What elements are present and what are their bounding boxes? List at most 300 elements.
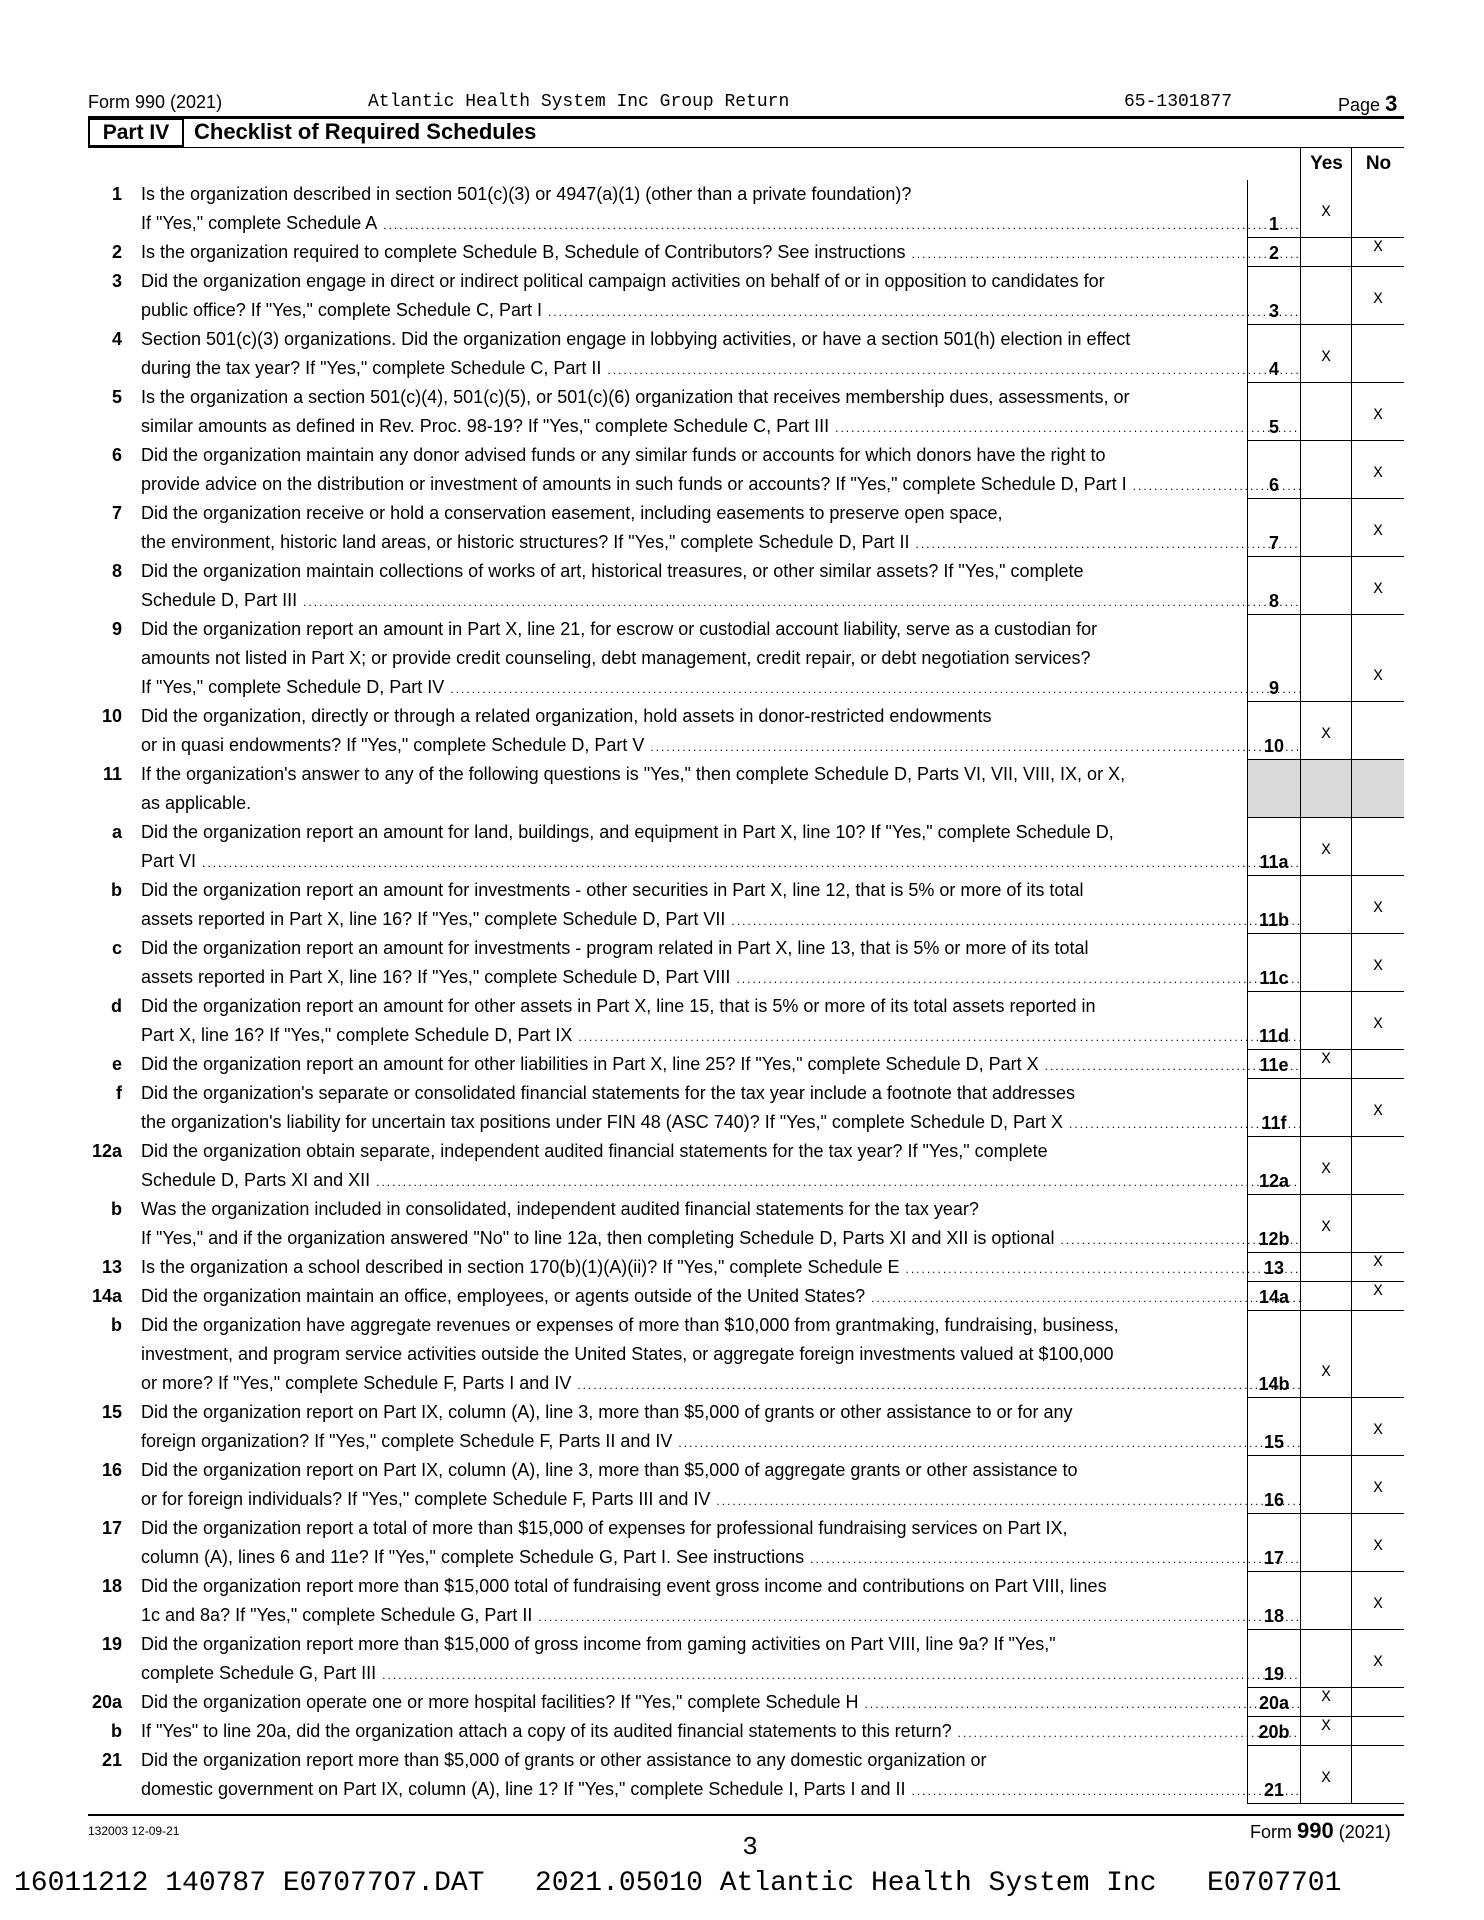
row-question xyxy=(141,1195,1306,1255)
no-answer-cell[interactable] xyxy=(1351,1253,1404,1282)
row-number: e xyxy=(111,1054,122,1074)
question-text: If "Yes," and if the organization answered "No" to line 12a, then completing Schedule D, Parts XI and XII is optional xyxy=(141,1228,1055,1248)
checklist-row xyxy=(88,1717,1404,1746)
line-reference: 2 xyxy=(1268,243,1279,263)
no-answer-cell[interactable] xyxy=(1351,557,1404,615)
yes-answer-cell[interactable] xyxy=(1300,1398,1351,1456)
line-reference-cell xyxy=(1247,267,1300,325)
line-reference-cell xyxy=(1247,1137,1300,1195)
line-reference: 11f xyxy=(1261,1113,1287,1133)
line-reference: 11b xyxy=(1258,910,1290,930)
question-text: If "Yes" to line 20a, did the organization attach a copy of its audited financial statements to this return? xyxy=(141,1721,952,1741)
question-text: Did the organization, directly or through a related organization, hold assets in donor-restricted endowments xyxy=(141,706,992,726)
no-answer-cell[interactable] xyxy=(1351,934,1404,992)
yes-answer-cell[interactable] xyxy=(1300,1514,1351,1572)
line-reference: 14b xyxy=(1258,1374,1290,1394)
yes-mark: X xyxy=(1321,1160,1331,1178)
yes-mark: X xyxy=(1321,1050,1331,1068)
line-reference-cell xyxy=(1247,1688,1300,1717)
line-reference: 11c xyxy=(1259,968,1289,988)
question-text: during the tax year? If "Yes," complete Schedule C, Part II xyxy=(141,358,602,378)
leader-dots xyxy=(382,1659,1300,1690)
line-reference-cell xyxy=(1247,876,1300,934)
no-answer-cell[interactable] xyxy=(1351,1572,1404,1630)
checklist-row xyxy=(88,992,1404,1050)
line-reference: 7 xyxy=(1268,533,1279,553)
question-text: Did the organization report a total of more than $15,000 of expenses for professional fundraising services on Part IX, xyxy=(141,1518,1068,1538)
footer-form-year: (2021) xyxy=(1338,1822,1391,1842)
question-text: provide advice on the distribution or investment of amounts in such funds or accounts? If "Yes," complete Schedule D, Part I xyxy=(141,474,1127,494)
leader-dots xyxy=(736,963,1300,994)
checklist-row xyxy=(88,1398,1404,1456)
yes-mark: X xyxy=(1321,1769,1331,1787)
question-text: Part X, line 16? If "Yes," complete Schedule D, Part IX xyxy=(141,1025,573,1045)
title-rule xyxy=(88,147,1404,148)
checklist-row xyxy=(88,1311,1404,1398)
row-question xyxy=(141,992,1306,1052)
line-reference: 1 xyxy=(1268,214,1279,234)
row-number: 15 xyxy=(101,1402,122,1422)
question-text: If "Yes," complete Schedule D, Part IV xyxy=(141,677,445,697)
yes-answer-cell[interactable] xyxy=(1300,441,1351,499)
row-number: 9 xyxy=(111,619,122,639)
no-answer-cell[interactable] xyxy=(1351,499,1404,557)
question-text: Did the organization operate one or more hospital facilities? If "Yes," complete Schedule H xyxy=(141,1692,859,1712)
checklist-row xyxy=(88,1282,1404,1311)
question-text: Is the organization described in section 501(c)(3) or 4947(a)(1) (other than a private foundation)? xyxy=(141,184,912,204)
no-answer-cell[interactable] xyxy=(1351,1630,1404,1688)
line-reference: 17 xyxy=(1263,1548,1285,1568)
yes-answer-cell[interactable] xyxy=(1300,1717,1351,1746)
leader-dots xyxy=(578,1021,1300,1052)
checklist-row xyxy=(88,1746,1404,1804)
leader-dots xyxy=(871,1282,1300,1313)
yes-mark: X xyxy=(1321,725,1331,743)
line-reference-cell xyxy=(1247,383,1300,441)
row-number: b xyxy=(111,1199,122,1219)
line-reference-cell xyxy=(1247,1746,1300,1804)
row-number: b xyxy=(111,1315,122,1335)
row-question xyxy=(141,615,1306,704)
no-answer-cell[interactable] xyxy=(1351,1398,1404,1456)
page-number: 3 xyxy=(1385,91,1398,116)
no-answer-cell[interactable] xyxy=(1351,1311,1404,1398)
checklist-row xyxy=(88,1253,1404,1282)
line-reference-cell xyxy=(1247,1079,1300,1137)
row-number: 16 xyxy=(101,1460,122,1480)
no-answer-cell[interactable] xyxy=(1351,992,1404,1050)
yes-answer-cell[interactable] xyxy=(1300,1572,1351,1630)
row-question xyxy=(141,876,1306,936)
leader-dots xyxy=(731,905,1300,936)
row-question xyxy=(141,1050,1306,1081)
yes-answer-cell[interactable] xyxy=(1300,1311,1351,1398)
question-text: similar amounts as defined in Rev. Proc. 98-19? If "Yes," complete Schedule C, Part III xyxy=(141,416,830,436)
row-question xyxy=(141,1398,1306,1458)
page-label: Page xyxy=(1338,95,1381,115)
leader-dots xyxy=(911,238,1300,269)
row-number: a xyxy=(111,822,122,842)
line-reference-cell xyxy=(1247,1630,1300,1688)
row-number: 2 xyxy=(111,242,122,262)
question-text: Did the organization obtain separate, independent audited financial statements for the tax year? If "Yes," complete xyxy=(141,1141,1048,1161)
question-text: Did the organization report an amount for other liabilities in Part X, line 25? If "Yes," complete Schedule D, Part X xyxy=(141,1054,1039,1074)
line-reference: 11e xyxy=(1259,1055,1289,1075)
no-mark: X xyxy=(1373,667,1383,685)
question-text: Is the organization a section 501(c)(4), 501(c)(5), or 501(c)(6) organization that receives membership dues, assessments, or xyxy=(141,387,1130,407)
yes-answer-cell[interactable] xyxy=(1300,1195,1351,1253)
row-question xyxy=(141,934,1306,994)
checklist-row xyxy=(88,1688,1404,1717)
row-question xyxy=(141,1572,1306,1632)
question-text: column (A), lines 6 and 11e? If "Yes," complete Schedule G, Part I. See instructions xyxy=(141,1547,805,1567)
organization-name: Atlantic Health System Inc Group Return xyxy=(368,92,790,112)
no-mark: X xyxy=(1373,1282,1383,1300)
leader-dots xyxy=(577,1369,1300,1400)
yes-answer-cell[interactable] xyxy=(1300,818,1351,876)
no-answer-cell[interactable] xyxy=(1351,1079,1404,1137)
line-reference: 18 xyxy=(1263,1606,1285,1626)
footer-rule xyxy=(88,1814,1404,1816)
row-question xyxy=(141,1137,1306,1197)
line-reference: 4 xyxy=(1268,359,1279,379)
no-mark: X xyxy=(1373,290,1383,308)
checklist-row xyxy=(88,934,1404,992)
no-mark: X xyxy=(1373,1537,1383,1555)
line-reference: 20b xyxy=(1258,1722,1290,1742)
yes-answer-cell[interactable] xyxy=(1300,992,1351,1050)
row-number: 4 xyxy=(111,329,122,349)
leader-dots xyxy=(383,209,1300,240)
row-number: 20a xyxy=(91,1692,122,1712)
yes-answer-cell[interactable] xyxy=(1300,934,1351,992)
leader-dots xyxy=(303,586,1300,617)
yes-answer-cell[interactable] xyxy=(1300,1456,1351,1514)
line-reference: 12a xyxy=(1258,1171,1290,1191)
row-number: 10 xyxy=(101,706,122,726)
checklist-row xyxy=(88,1630,1404,1688)
question-text: 1c and 8a? If "Yes," complete Schedule G, Part II xyxy=(141,1605,533,1625)
row-question xyxy=(141,760,1306,818)
question-text: Did the organization engage in direct or indirect political campaign activities on behalf of or in opposition to candidates for xyxy=(141,271,1105,291)
row-number: b xyxy=(111,880,122,900)
checklist-row xyxy=(88,1050,1404,1079)
no-answer-cell[interactable] xyxy=(1351,818,1404,876)
question-text: or for foreign individuals? If "Yes," complete Schedule F, Parts III and IV xyxy=(141,1489,711,1509)
yes-answer-cell[interactable] xyxy=(1300,1137,1351,1195)
question-text: Did the organization's separate or consolidated financial statements for the tax year include a footnote that addresses xyxy=(141,1083,1075,1103)
line-reference: 6 xyxy=(1268,475,1279,495)
no-mark: X xyxy=(1373,1421,1383,1439)
row-question xyxy=(141,702,1306,762)
yes-mark: X xyxy=(1321,203,1331,221)
yes-answer-cell[interactable] xyxy=(1300,702,1351,760)
no-mark: X xyxy=(1373,464,1383,482)
yes-mark: X xyxy=(1321,1717,1331,1735)
no-mark: X xyxy=(1373,580,1383,598)
line-reference: 11d xyxy=(1258,1026,1290,1046)
yes-answer-cell[interactable] xyxy=(1300,499,1351,557)
checklist-row xyxy=(88,441,1404,499)
question-text: Did the organization report an amount for other assets in Part X, line 15, that is 5% or more of its total assets reported in xyxy=(141,996,1096,1016)
checklist-row xyxy=(88,1456,1404,1514)
question-text: domestic government on Part IX, column (A), line 1? If "Yes," complete Schedule I, Parts I and II xyxy=(141,1779,906,1799)
leader-dots xyxy=(202,847,1300,878)
no-answer-cell[interactable] xyxy=(1351,1746,1404,1804)
no-mark: X xyxy=(1373,522,1383,540)
question-text: or in quasi endowments? If "Yes," complete Schedule D, Part V xyxy=(141,735,645,755)
line-reference-cell xyxy=(1247,180,1300,238)
no-mark: X xyxy=(1373,899,1383,917)
question-text: Did the organization report more than $15,000 total of fundraising event gross income and contributions on Part VIII, lines xyxy=(141,1576,1107,1596)
checklist-row xyxy=(88,557,1404,615)
question-text: Did the organization report an amount for investments - other securities in Part X, line 12, that is 5% or more of its total xyxy=(141,880,1084,900)
row-number: 13 xyxy=(101,1257,122,1277)
no-answer-cell[interactable] xyxy=(1351,1688,1404,1717)
row-number: 8 xyxy=(111,561,122,581)
line-reference: 15 xyxy=(1263,1432,1285,1452)
question-text: amounts not listed in Part X; or provide credit counseling, debt management, credit repair, or debt negotiation services? xyxy=(141,648,1091,668)
yes-answer-cell[interactable] xyxy=(1300,180,1351,238)
yes-column-header: Yes xyxy=(1300,148,1352,180)
line-reference-cell xyxy=(1247,325,1300,383)
form-label: Form 990 (2021) xyxy=(88,92,223,112)
part-label: Part IV xyxy=(88,118,184,147)
yes-mark: X xyxy=(1321,348,1331,366)
yes-answer-cell[interactable] xyxy=(1300,615,1351,702)
checklist-row xyxy=(88,1079,1404,1137)
no-answer-cell[interactable] xyxy=(1351,1717,1404,1746)
line-reference: 11a xyxy=(1259,852,1289,872)
checklist-row xyxy=(88,818,1404,876)
line-reference: 8 xyxy=(1268,591,1279,611)
question-text: assets reported in Part X, line 16? If "Yes," complete Schedule D, Part VII xyxy=(141,909,726,929)
yes-answer-cell[interactable] xyxy=(1300,1630,1351,1688)
ein: 65-1301877 xyxy=(1124,92,1233,112)
page-indicator xyxy=(1338,91,1397,117)
row-question xyxy=(141,325,1306,385)
question-text: Did the organization report an amount in Part X, line 21, for escrow or custodial account liability, serve as a custodian for xyxy=(141,619,1098,639)
question-text: or more? If "Yes," complete Schedule F, Parts I and IV xyxy=(141,1373,572,1393)
checklist-row xyxy=(88,180,1404,238)
question-text: If the organization's answer to any of the following questions is "Yes," then complete Schedule D, Parts VI, VII, VIII, IX, or X, xyxy=(141,764,1126,784)
yes-answer-cell[interactable] xyxy=(1300,876,1351,934)
line-reference: 20a xyxy=(1258,1693,1290,1713)
question-text: Did the organization report more than $5,000 of grants or other assistance to any domestic organization or xyxy=(141,1750,987,1770)
no-mark: X xyxy=(1373,1102,1383,1120)
row-number: 6 xyxy=(111,445,122,465)
yes-mark: X xyxy=(1321,1688,1331,1706)
no-answer-cell[interactable] xyxy=(1351,1195,1404,1253)
no-answer-cell[interactable] xyxy=(1351,383,1404,441)
line-reference: 19 xyxy=(1263,1664,1285,1684)
line-reference-cell xyxy=(1247,1717,1300,1746)
leader-dots xyxy=(716,1485,1300,1516)
no-answer-cell[interactable] xyxy=(1351,760,1404,818)
yes-answer-cell[interactable] xyxy=(1300,267,1351,325)
question-text: Part VI xyxy=(141,851,197,871)
line-reference-cell xyxy=(1247,238,1300,267)
question-text: Did the organization maintain an office, employees, or agents outside of the United States? xyxy=(141,1286,866,1306)
line-reference: 13 xyxy=(1263,1258,1285,1278)
footer-form-prefix: Form xyxy=(1250,1822,1292,1842)
checklist-row xyxy=(88,325,1404,383)
yes-mark: X xyxy=(1321,1218,1331,1236)
yes-answer-cell[interactable] xyxy=(1300,1079,1351,1137)
row-number: d xyxy=(111,996,122,1016)
line-reference: 21 xyxy=(1263,1780,1285,1800)
row-question xyxy=(141,180,1306,240)
question-text: foreign organization? If "Yes," complete Schedule F, Parts II and IV xyxy=(141,1431,673,1451)
line-reference-cell xyxy=(1247,934,1300,992)
no-answer-cell[interactable] xyxy=(1351,615,1404,702)
row-question xyxy=(141,1311,1306,1400)
row-number: 14a xyxy=(91,1286,122,1306)
yes-answer-cell[interactable] xyxy=(1300,1253,1351,1282)
line-reference: 14a xyxy=(1258,1287,1290,1307)
no-mark: X xyxy=(1373,1253,1383,1271)
line-reference-cell xyxy=(1247,1398,1300,1456)
line-reference: 5 xyxy=(1268,417,1279,437)
yes-answer-cell[interactable] xyxy=(1300,383,1351,441)
no-mark: X xyxy=(1373,1479,1383,1497)
line-reference: 10 xyxy=(1263,736,1285,756)
row-question xyxy=(141,1688,1306,1719)
row-question xyxy=(141,238,1306,269)
question-text: Was the organization included in consolidated, independent audited financial statements for the tax year? xyxy=(141,1199,979,1219)
leader-dots xyxy=(548,296,1300,327)
no-mark: X xyxy=(1373,1595,1383,1613)
line-reference-cell xyxy=(1247,992,1300,1050)
row-divider xyxy=(1247,1803,1404,1804)
yes-answer-cell[interactable] xyxy=(1300,760,1351,818)
no-answer-cell[interactable] xyxy=(1351,1456,1404,1514)
yes-answer-cell[interactable] xyxy=(1300,325,1351,383)
checklist-row xyxy=(88,238,1404,267)
no-answer-cell[interactable] xyxy=(1351,325,1404,383)
line-reference-cell xyxy=(1247,702,1300,760)
yes-answer-cell[interactable] xyxy=(1300,1282,1351,1311)
row-question xyxy=(141,267,1306,327)
leader-dots xyxy=(376,1166,1300,1197)
row-question xyxy=(141,557,1306,617)
yes-answer-cell[interactable] xyxy=(1300,238,1351,267)
question-text: as applicable. xyxy=(141,793,252,813)
no-answer-cell[interactable] xyxy=(1351,1282,1404,1311)
row-question xyxy=(141,1253,1306,1284)
leader-dots xyxy=(915,528,1300,559)
checklist-row xyxy=(88,1572,1404,1630)
row-question xyxy=(141,1456,1306,1516)
yes-mark: X xyxy=(1321,1363,1331,1381)
row-number: f xyxy=(116,1083,122,1103)
question-text: Section 501(c)(3) organizations. Did the organization engage in lobbying activities, or have a section 501(h) election in effect xyxy=(141,329,1131,349)
question-text: Did the organization report on Part IX, column (A), line 3, more than $5,000 of grants or other assistance to or for any xyxy=(141,1402,1073,1422)
question-text: Schedule D, Parts XI and XII xyxy=(141,1170,371,1190)
question-text: Did the organization maintain any donor advised funds or any similar funds or accounts for which donors have the right to xyxy=(141,445,1106,465)
question-text: Did the organization have aggregate revenues or expenses of more than $10,000 from grantmaking, fundraising, business, xyxy=(141,1315,1119,1335)
leader-dots xyxy=(906,1253,1300,1284)
line-reference-cell xyxy=(1247,499,1300,557)
checklist-row xyxy=(88,1514,1404,1572)
line-reference-cell xyxy=(1247,1253,1300,1282)
checklist-row xyxy=(88,1137,1404,1195)
row-number: 17 xyxy=(101,1518,122,1538)
row-number: 19 xyxy=(101,1634,122,1654)
question-text: Is the organization a school described in section 170(b)(1)(A)(ii)? If "Yes," complete Schedule E xyxy=(141,1257,900,1277)
line-reference-cell xyxy=(1247,818,1300,876)
line-reference-cell xyxy=(1247,557,1300,615)
question-text: investment, and program service activities outside the United States, or aggregate foreign investments valued at $100,000 xyxy=(141,1344,1114,1364)
checklist-row xyxy=(88,1195,1404,1253)
yes-answer-cell[interactable] xyxy=(1300,1688,1351,1717)
no-answer-cell[interactable] xyxy=(1351,1050,1404,1079)
yes-answer-cell[interactable] xyxy=(1300,557,1351,615)
row-question xyxy=(141,383,1306,443)
question-text: Did the organization receive or hold a conservation easement, including easements to preserve open space, xyxy=(141,503,1003,523)
line-reference-cell xyxy=(1247,1514,1300,1572)
no-mark: X xyxy=(1373,406,1383,424)
leader-dots xyxy=(607,354,1300,385)
line-reference: 12b xyxy=(1258,1229,1290,1249)
line-reference-cell xyxy=(1247,1456,1300,1514)
row-number: c xyxy=(111,938,122,958)
checklist-row xyxy=(88,615,1404,702)
row-number: 5 xyxy=(111,387,122,407)
no-answer-cell[interactable] xyxy=(1351,876,1404,934)
question-text: Did the organization report on Part IX, column (A), line 3, more than $5,000 of aggregate grants or other assistance to xyxy=(141,1460,1078,1480)
question-text: Did the organization report an amount for land, buildings, and equipment in Part X, line 10? If "Yes," complete Schedule D, xyxy=(141,822,1114,842)
no-answer-cell[interactable] xyxy=(1351,180,1404,238)
line-reference-cell xyxy=(1247,1311,1300,1398)
form-code: 132003 12-09-21 xyxy=(88,1824,180,1838)
no-answer-cell[interactable] xyxy=(1351,1137,1404,1195)
no-answer-cell[interactable] xyxy=(1351,441,1404,499)
checklist-row xyxy=(88,383,1404,441)
leader-dots xyxy=(678,1427,1300,1458)
row-question xyxy=(141,499,1306,559)
yes-answer-cell[interactable] xyxy=(1300,1746,1351,1804)
no-answer-cell[interactable] xyxy=(1351,267,1404,325)
question-text: public office? If "Yes," complete Schedule C, Part I xyxy=(141,300,543,320)
row-number: 12a xyxy=(91,1141,122,1161)
question-text: Did the organization maintain collections of works of art, historical treasures, or other similar assets? If "Yes," complete xyxy=(141,561,1084,581)
footer-page-number: 3 xyxy=(742,1832,758,1862)
part-title: Checklist of Required Schedules xyxy=(194,119,537,144)
footer-form-number: 990 xyxy=(1297,1818,1334,1843)
no-answer-cell[interactable] xyxy=(1351,1514,1404,1572)
checklist-row xyxy=(88,876,1404,934)
no-column-header: No xyxy=(1351,148,1405,180)
row-number: 1 xyxy=(111,184,122,204)
leader-dots xyxy=(865,1688,1300,1719)
yes-mark: X xyxy=(1321,841,1331,859)
no-answer-cell[interactable] xyxy=(1351,702,1404,760)
question-text: assets reported in Part X, line 16? If "Yes," complete Schedule D, Part VIII xyxy=(141,967,731,987)
no-answer-cell[interactable] xyxy=(1351,238,1404,267)
no-mark: X xyxy=(1373,1015,1383,1033)
leader-dots xyxy=(650,731,1300,762)
question-text: complete Schedule G, Part III xyxy=(141,1663,377,1683)
leader-dots xyxy=(912,1775,1301,1806)
yes-answer-cell[interactable] xyxy=(1300,1050,1351,1079)
row-question xyxy=(141,1630,1306,1690)
question-text: the organization's liability for uncertain tax positions under FIN 48 (ASC 740)? If "Yes," complete Schedule D, Part X xyxy=(141,1112,1064,1132)
footer-form-label xyxy=(1250,1818,1391,1844)
row-question xyxy=(141,1717,1306,1748)
row-question xyxy=(141,818,1306,878)
leader-dots xyxy=(835,412,1300,443)
